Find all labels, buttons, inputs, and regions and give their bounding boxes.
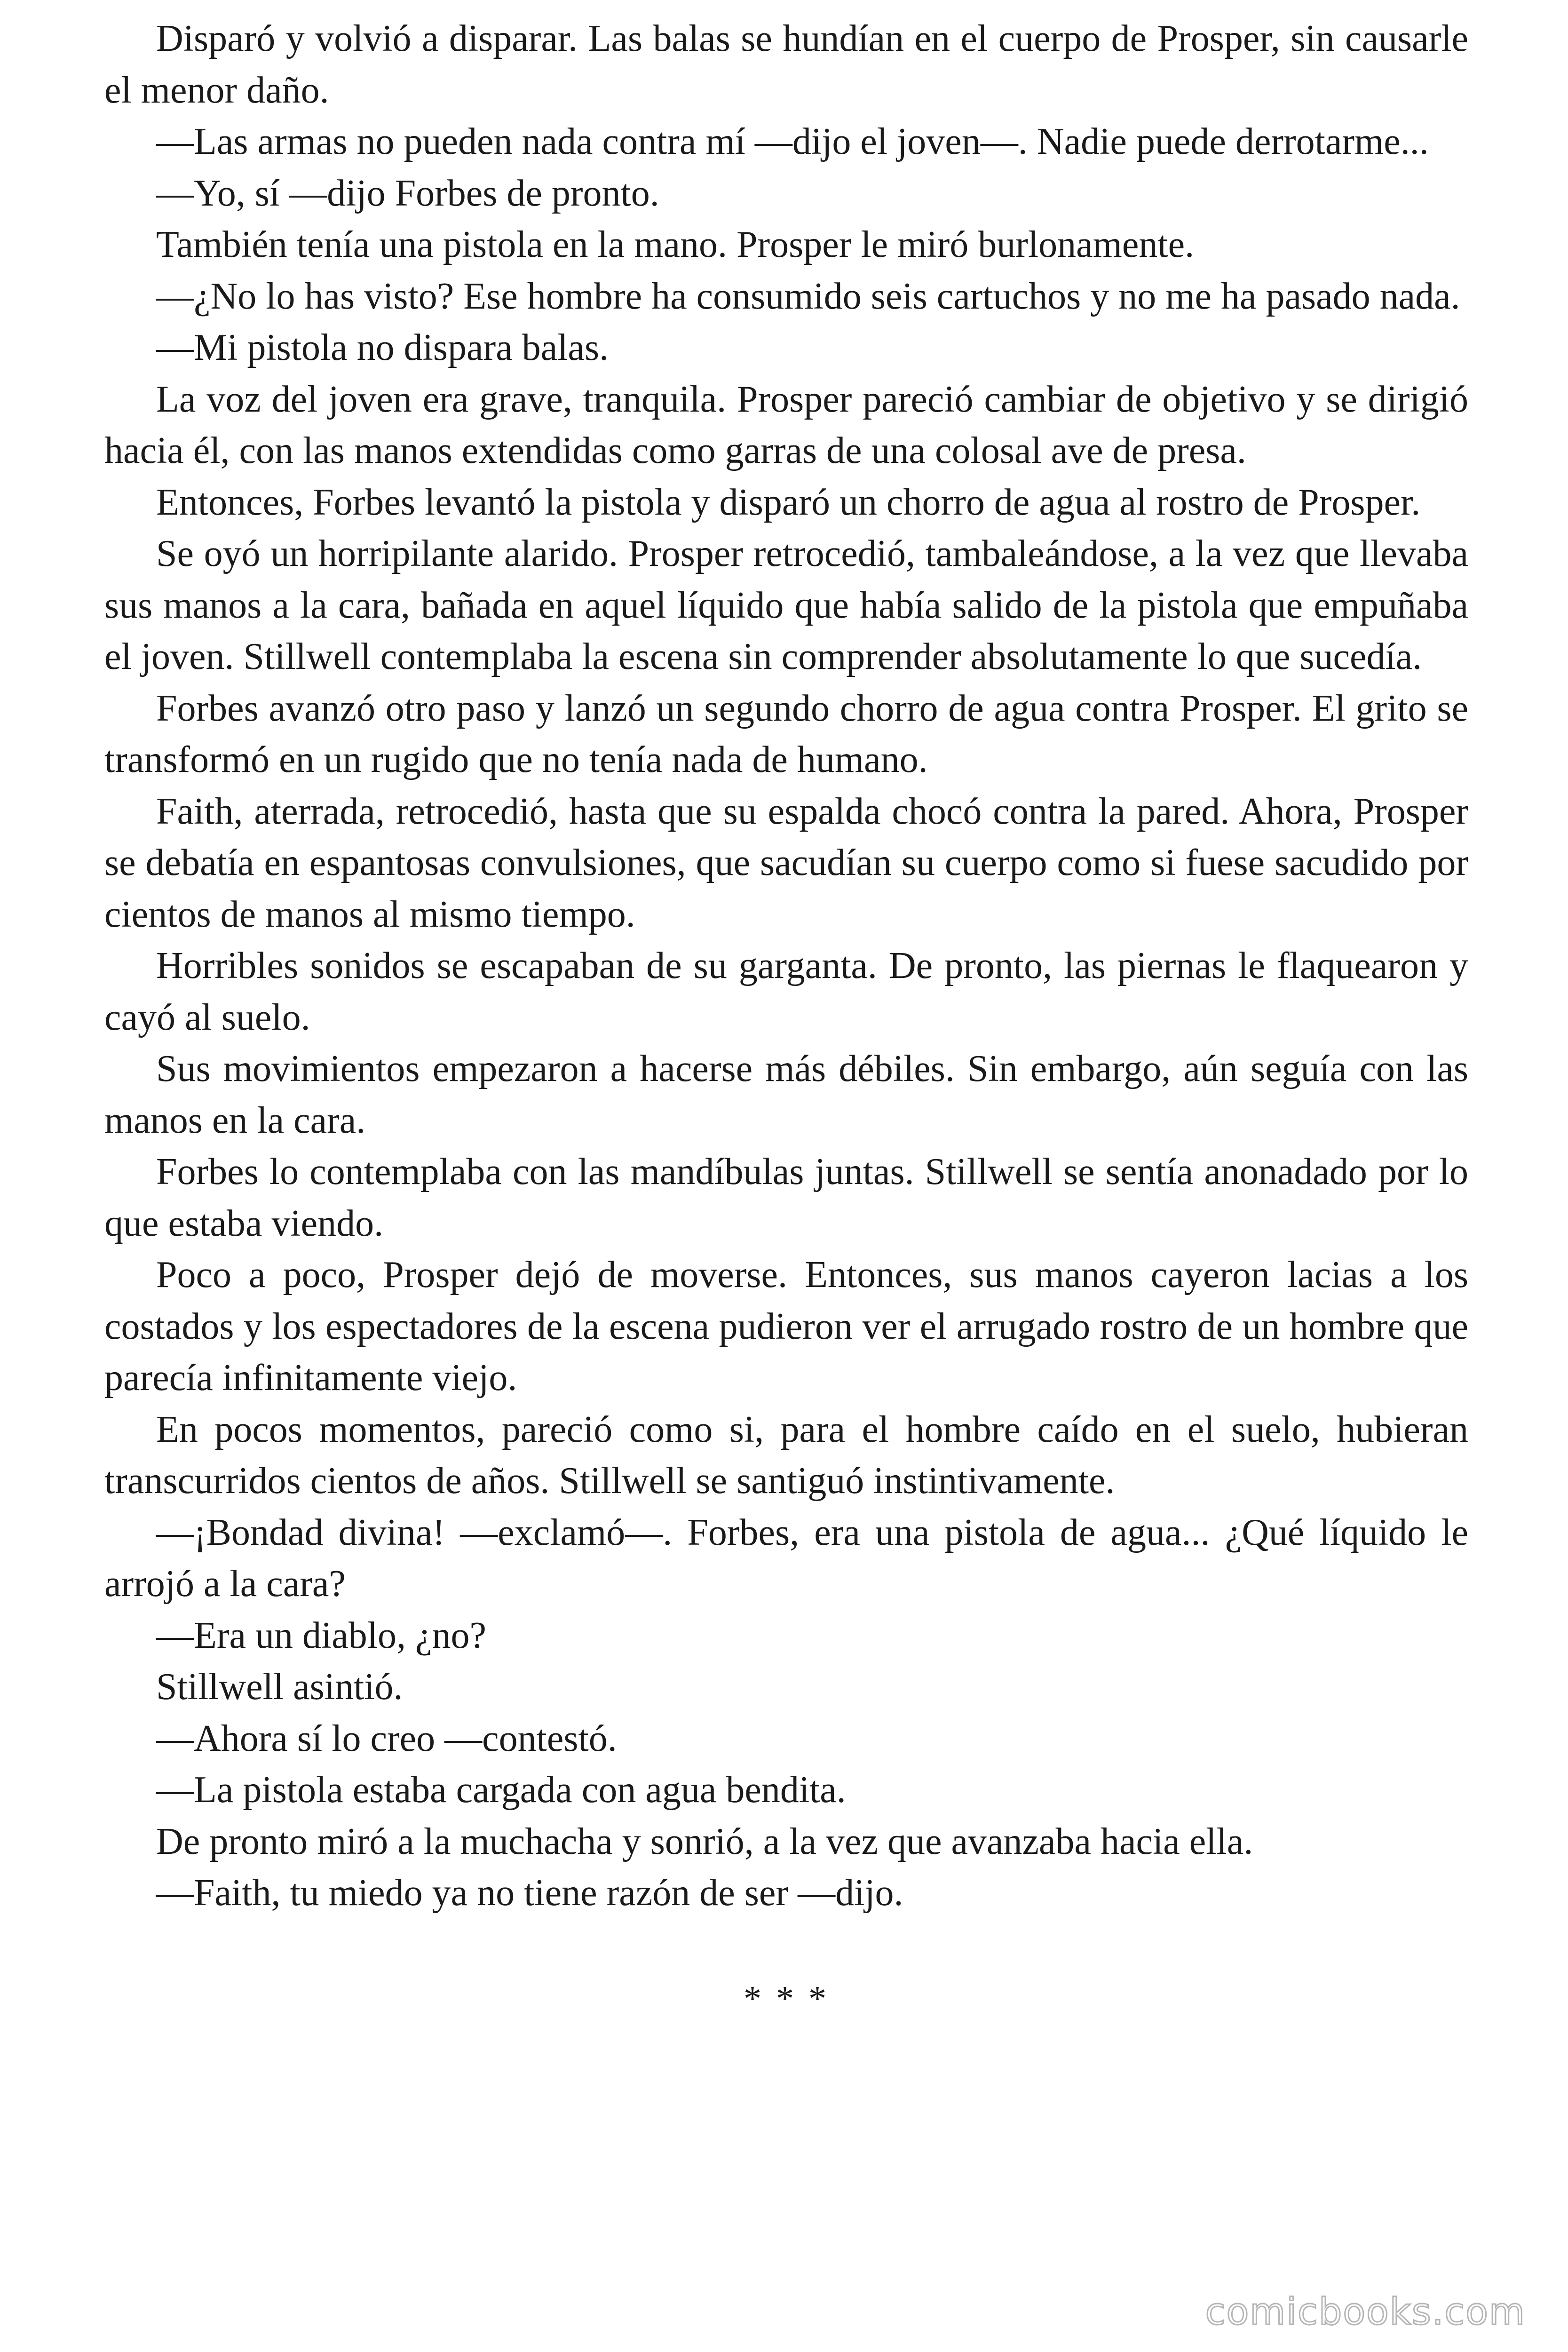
paragraph: Entonces, Forbes levantó la pistola y disparó un chorro de agua al rostro de Prosper. xyxy=(156,481,1421,523)
paragraph: —Ahora sí lo creo —contestó. xyxy=(156,1717,617,1759)
watermark: comicbooks.com xyxy=(1205,2291,1526,2333)
paragraph: Se oyó un horripilante alarido. Prosper retrocedió, tambaleándose, a la vez que llevaba sus manos a la cara, bañada en aquel líquido que había salido de la pistola que empuñaba el joven. Stillwell contemplaba la escena sin comprender absolutamente lo que sucedía. xyxy=(104,533,1468,677)
page-body xyxy=(104,13,1468,2025)
paragraph: Disparó y volvió a disparar. Las balas se hundían en el cuerpo de Prosper, sin causarle el menor daño. xyxy=(104,18,1468,111)
paragraph: Poco a poco, Prosper dejó de moverse. Entonces, sus manos cayeron lacias a los costados y los espectadores de la escena pudieron ver el arrugado rostro de un hombre que parecía infinitamente viejo. xyxy=(104,1254,1468,1398)
paragraph: —Yo, sí —dijo Forbes de pronto. xyxy=(156,172,659,214)
paragraph: De pronto miró a la muchacha y sonrió, a la vez que avanzaba hacia ella. xyxy=(156,1820,1253,1862)
paragraph: —La pistola estaba cargada con agua bendita. xyxy=(156,1769,846,1811)
paragraph: Horribles sonidos se escapaban de su garganta. De pronto, las piernas le flaquearon y cayó al suelo. xyxy=(104,945,1468,1038)
paragraph: Stillwell asintió. xyxy=(156,1666,403,1708)
paragraph: Faith, aterrada, retrocedió, hasta que su espalda chocó contra la pared. Ahora, Prosper se debatía en espantosas convulsiones, que sacudían su cuerpo como si fuese sacudido por cientos de manos al mismo tiempo. xyxy=(104,790,1468,935)
paragraph: Sus movimientos empezaron a hacerse más débiles. Sin embargo, aún seguía con las manos en la cara. xyxy=(104,1048,1468,1141)
paragraph: La voz del joven era grave, tranquila. Prosper pareció cambiar de objetivo y se dirigió hacia él, con las manos extendidas como garras de una colosal ave de presa. xyxy=(104,378,1468,471)
paragraph: Forbes lo contemplaba con las mandíbulas juntas. Stillwell se sentía anonadado por lo que estaba viendo. xyxy=(104,1151,1468,1244)
paragraph: En pocos momentos, pareció como si, para el hombre caído en el suelo, hubieran transcurridos cientos de años. Stillwell se santiguó instintivamente. xyxy=(104,1408,1468,1502)
paragraph: —Faith, tu miedo ya no tiene razón de ser —dijo. xyxy=(156,1872,903,1914)
paragraph: —Mi pistola no dispara balas. xyxy=(156,327,609,368)
paragraph: Forbes avanzó otro paso y lanzó un segundo chorro de agua contra Prosper. El grito se transformó en un rugido que no tenía nada de humano. xyxy=(104,687,1468,780)
paragraph: —Era un diablo, ¿no? xyxy=(156,1614,486,1656)
paragraph: —¿No lo has visto? Ese hombre ha consumido seis cartuchos y no me ha pasado nada. xyxy=(156,275,1460,317)
paragraph: También tenía una pistola en la mano. Prosper le miró burlonamente. xyxy=(156,224,1195,265)
paragraph: —Las armas no pueden nada contra mí —dijo el joven—. Nadie puede derrotarme... xyxy=(156,121,1429,162)
section-separator: * * * xyxy=(744,1979,829,2018)
paragraph: —¡Bondad divina! —exclamó—. Forbes, era una pistola de agua... ¿Qué líquido le arrojó a la cara? xyxy=(104,1511,1468,1605)
